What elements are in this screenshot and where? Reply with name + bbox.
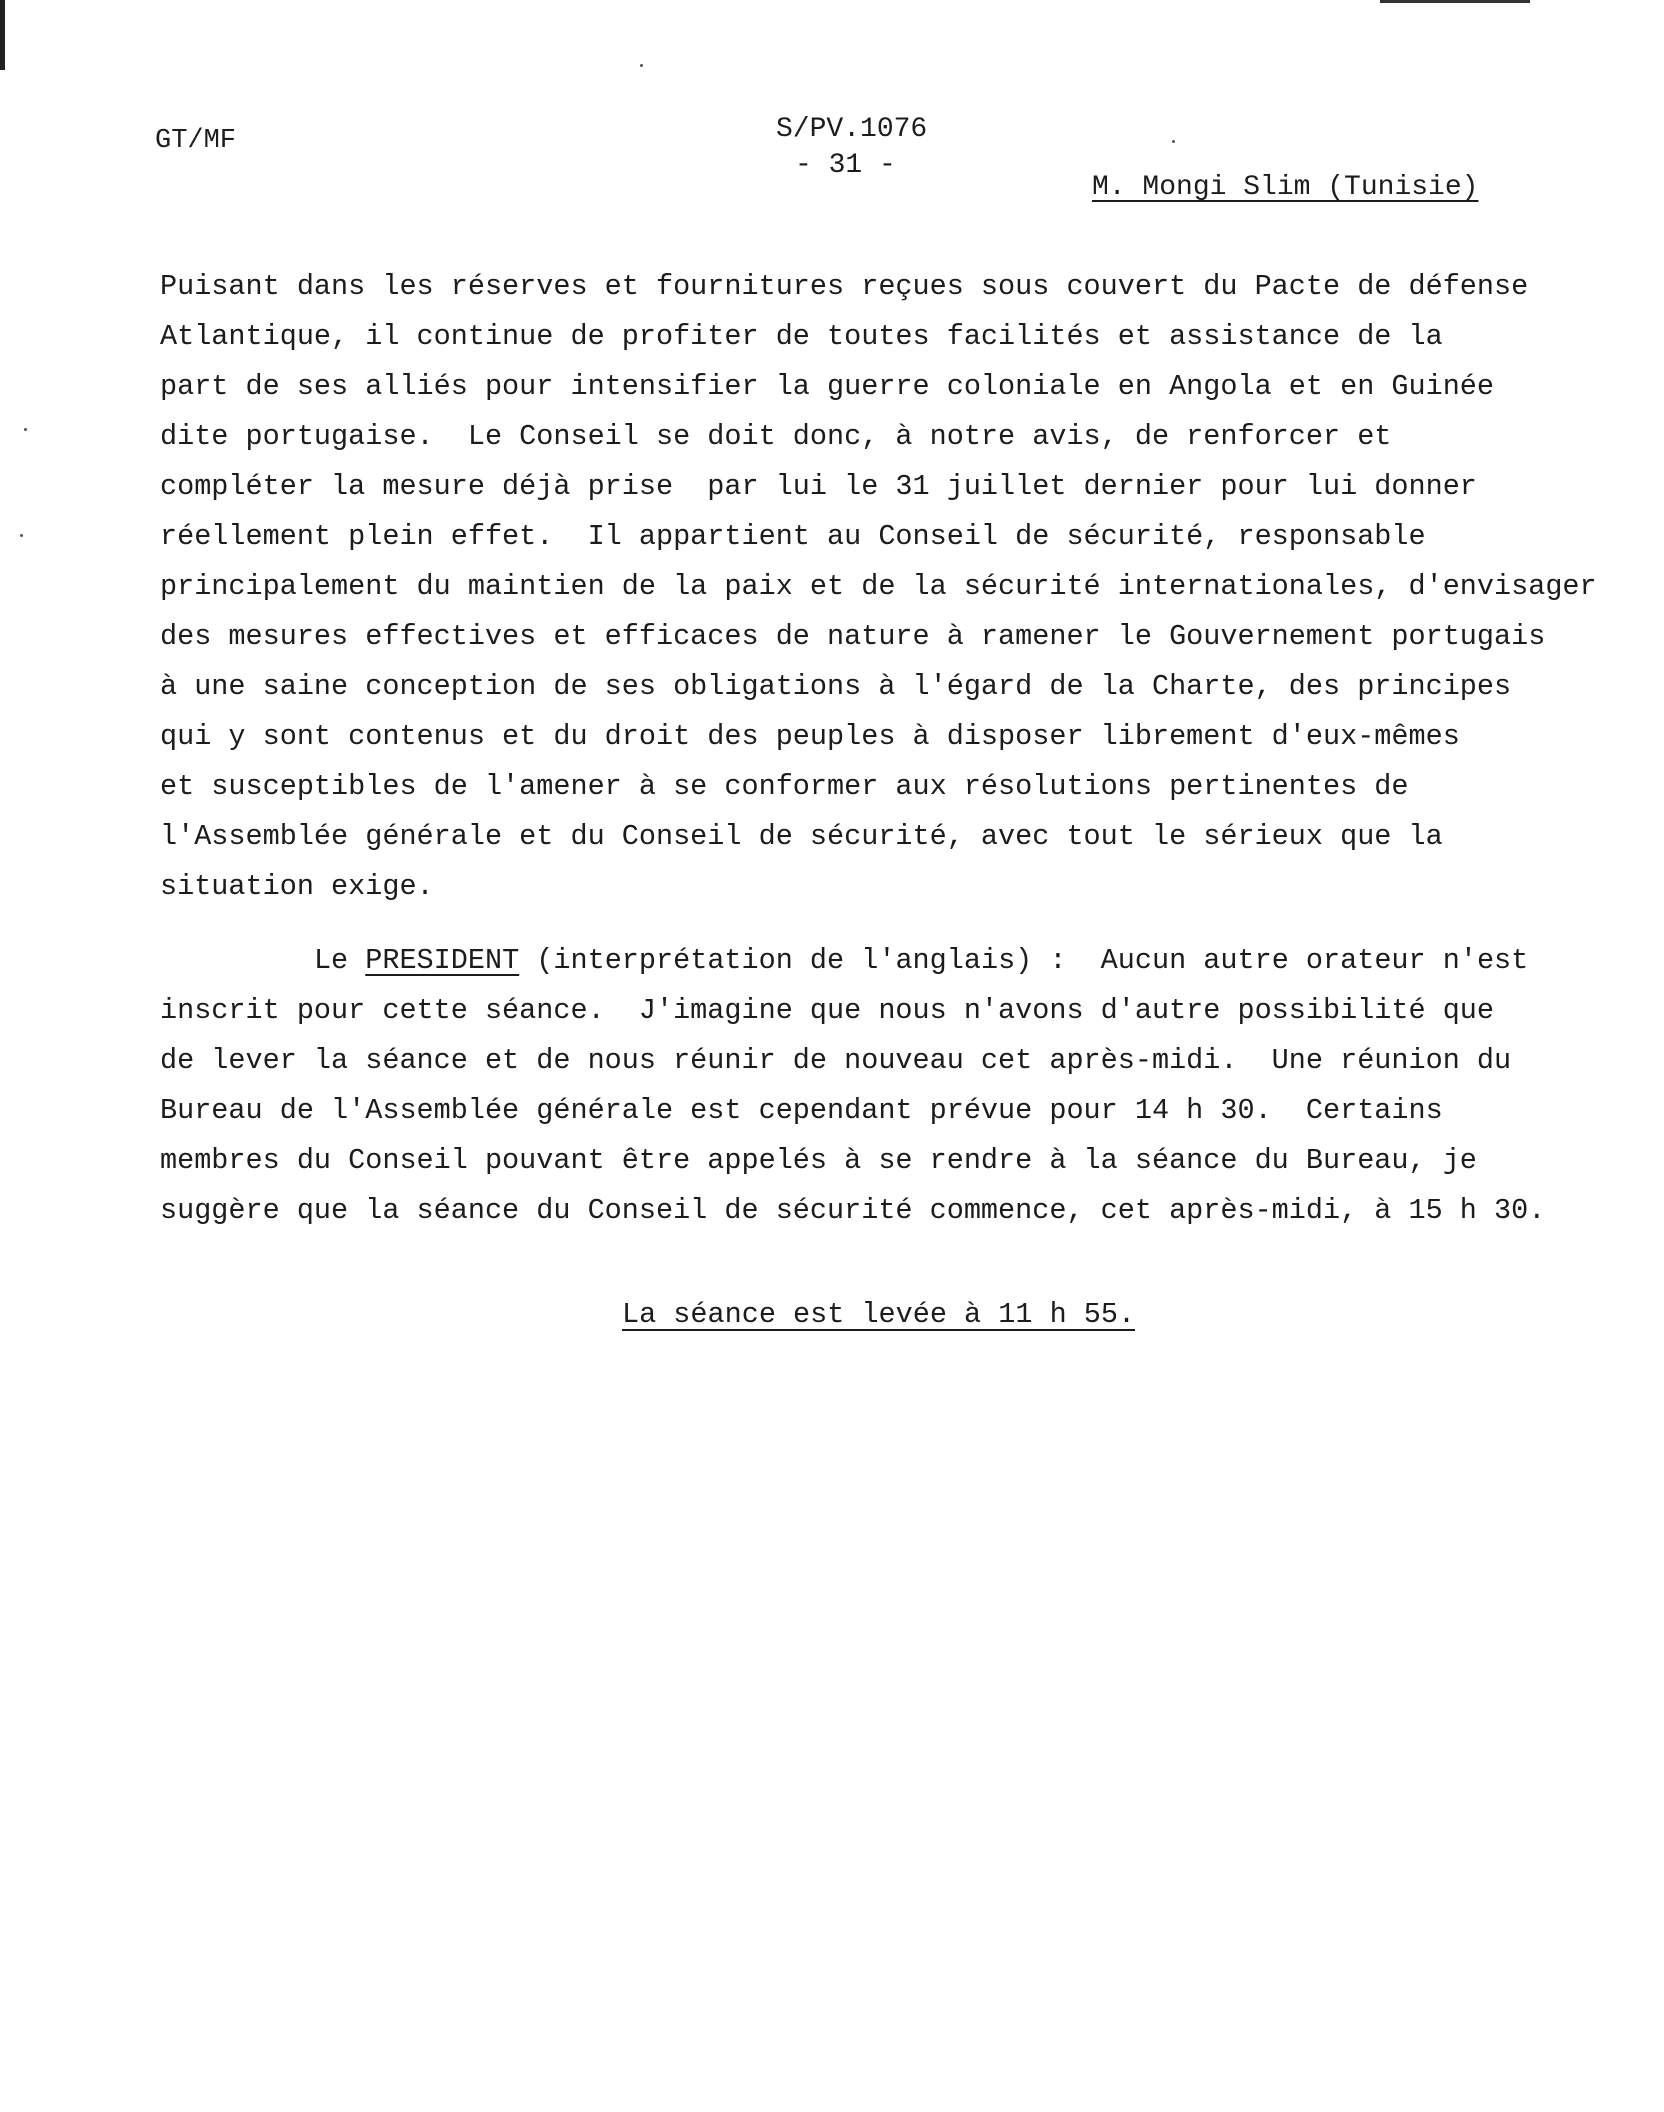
text-line: membres du Conseil pouvant être appelés à se rendre à la séance du Bureau, je	[160, 1144, 1477, 1177]
page-number: - 31 -	[795, 150, 896, 181]
first-line-rest: (interprétation de l'anglais) : Aucun autre orateur n'est	[519, 944, 1529, 977]
text-line: de lever la séance et de nous réunir de nouveau cet après-midi. Une réunion du	[160, 1044, 1512, 1077]
text-line: dite portugaise. Le Conseil se doit donc, à notre avis, de renforcer et	[160, 420, 1392, 453]
initials: GT/MF	[155, 126, 237, 156]
le-text: Le	[313, 944, 366, 977]
paragraph-president	[160, 936, 1580, 1236]
text-line: part de ses alliés pour intensifier la guerre coloniale en Angola et en Guinée	[160, 370, 1495, 403]
text-line: réellement plein effet. Il appartient au Conseil de sécurité, responsable	[160, 520, 1426, 553]
text-line: suggère que la séance du Conseil de sécurité commence, cet après-midi, à 15 h 30.	[160, 1194, 1546, 1227]
text-line-first	[160, 936, 1580, 986]
speaker-heading: M. Mongi Slim (Tunisie)	[1092, 172, 1479, 203]
president-label: PRESIDENT	[365, 944, 520, 977]
scan-speck	[1172, 140, 1175, 143]
text-line: principalement du maintien de la paix et de la sécurité internationales, d'envisager	[160, 570, 1597, 603]
text-line: situation exige.	[160, 870, 434, 903]
paragraph-speech	[160, 262, 1597, 912]
text-line: compléter la mesure déjà prise par lui le 31 juillet dernier pour lui donner	[160, 470, 1477, 503]
text-line: l'Assemblée générale et du Conseil de sécurité, avec tout le sérieux que la	[160, 820, 1443, 853]
scan-speck	[20, 534, 23, 537]
text-line: Puisant dans les réserves et fournitures reçues sous couvert du Pacte de défense	[160, 270, 1529, 303]
text-line: et susceptibles de l'amener à se conformer aux résolutions pertinentes de	[160, 770, 1409, 803]
indent	[160, 944, 314, 977]
text-line: à une saine conception de ses obligations à l'égard de la Charte, des principes	[160, 670, 1512, 703]
closing-statement: La séance est levée à 11 h 55.	[622, 1298, 1136, 1331]
document-symbol: S/PV.1076	[776, 114, 928, 145]
scan-speck	[640, 64, 643, 67]
text-line: Bureau de l'Assemblée générale est cependant prévue pour 14 h 30. Certains	[160, 1094, 1443, 1127]
scan-speck	[24, 428, 27, 431]
scan-edge-mark	[0, 0, 5, 70]
text-line: inscrit pour cette séance. J'imagine que nous n'avons d'autre possibilité que	[160, 994, 1495, 1027]
text-line: des mesures effectives et efficaces de nature à ramener le Gouvernement portugais	[160, 620, 1546, 653]
scan-top-rule	[1380, 0, 1530, 3]
text-line: qui y sont contenus et du droit des peuples à disposer librement d'eux-mêmes	[160, 720, 1460, 753]
text-line: Atlantique, il continue de profiter de toutes facilités et assistance de la	[160, 320, 1443, 353]
